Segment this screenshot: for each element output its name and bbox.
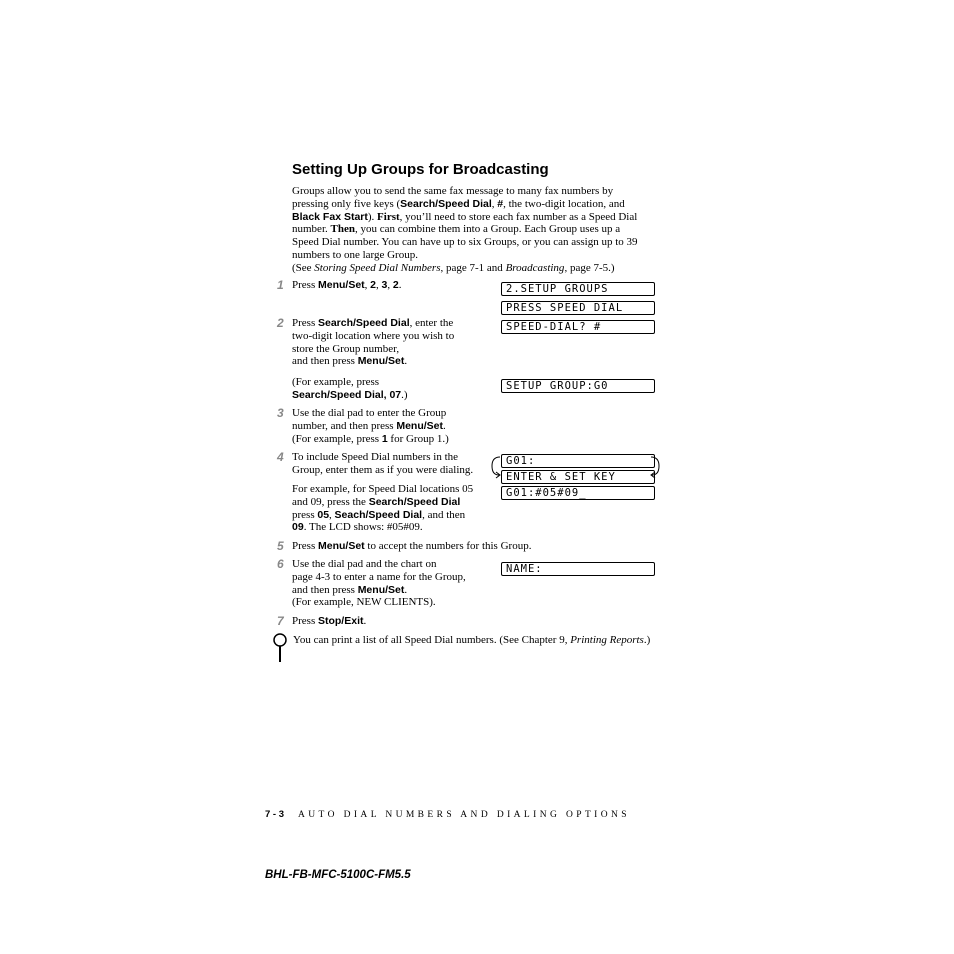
- step-4-example: For example, for Speed Dial locations 05 and 09, press the Search/Speed Dial press 05, Seach/Speed Dial, and then 09. The LCD shows: #05#09.: [292, 483, 474, 534]
- page-number: 7 - 3: [265, 809, 285, 820]
- lcd-display: 2.SETUP GROUPS: [501, 282, 655, 296]
- lcd-display: SPEED-DIAL? #: [501, 320, 655, 334]
- step-number: 1: [277, 278, 284, 292]
- page-footer: [265, 809, 630, 820]
- lcd-display: NAME:: [501, 562, 655, 576]
- step-4-text: To include Speed Dial numbers in the Group, enter them as if you were dialing.: [292, 451, 474, 476]
- pushpin-note-icon: [271, 633, 289, 663]
- step-3-text: Use the dial pad to enter the Group number, and then press Menu/Set. (For example, press 1 for Group 1.): [292, 407, 449, 445]
- step-number: 5: [277, 539, 284, 553]
- step-number: 7: [277, 614, 284, 628]
- intro-paragraph: Groups allow you to send the same fax message to many fax numbers by pressing only five keys (Search/Speed Dial, #, the two-digit location, and Black Fax Start). First, you’ll need to store each fax number as a Speed Dial number. Then, you can combine them into a Group. Each Group uses up a Speed Dial number. You can have up to six Groups, or you can assign up to 39 numbers to one large Group. (See Storing Speed Dial Numbers, page 7-1 and Broadcasting, page 7-5.): [292, 185, 638, 274]
- step-7-text: Press Stop/Exit.: [292, 615, 367, 627]
- step-number: 4: [277, 450, 284, 464]
- step-1-text: Press Menu/Set, 2, 3, 2.: [292, 279, 402, 291]
- step-number: 2: [277, 316, 284, 330]
- step-5-text: Press Menu/Set to accept the numbers for this Group.: [292, 540, 532, 552]
- lcd-display: G01:: [501, 454, 655, 468]
- lcd-display: SETUP GROUP:G0: [501, 379, 655, 393]
- chapter-title: AUTO DIAL NUMBERS AND DIALING OPTIONS: [298, 810, 630, 820]
- lcd-display: G01:#05#09_: [501, 486, 655, 500]
- lcd-display: ENTER & SET KEY: [501, 470, 655, 484]
- step-6-text: Use the dial pad and the chart on page 4-3 to enter a name for the Group, and then press Menu/Set. (For example, NEW CLIENTS).: [292, 558, 466, 609]
- step-number: 6: [277, 557, 284, 571]
- document-id: BHL-FB-MFC-5100C-FM5.5: [265, 869, 411, 881]
- step-2-example: (For example, press Search/Speed Dial, 07.): [292, 376, 408, 401]
- lcd-display: PRESS SPEED DIAL: [501, 301, 655, 315]
- alternate-left-arrow-icon: [489, 455, 501, 483]
- step-2-text: Press Search/Speed Dial, enter the two-digit location where you wish to store the Group number, and then press Menu/Set.: [292, 317, 455, 368]
- note-text: You can print a list of all Speed Dial numbers. (See Chapter 9, Printing Reports.): [293, 634, 651, 646]
- step-number: 3: [277, 406, 284, 420]
- alternate-right-arrow-icon: [650, 455, 662, 483]
- page-title: Setting Up Groups for Broadcasting: [292, 161, 549, 178]
